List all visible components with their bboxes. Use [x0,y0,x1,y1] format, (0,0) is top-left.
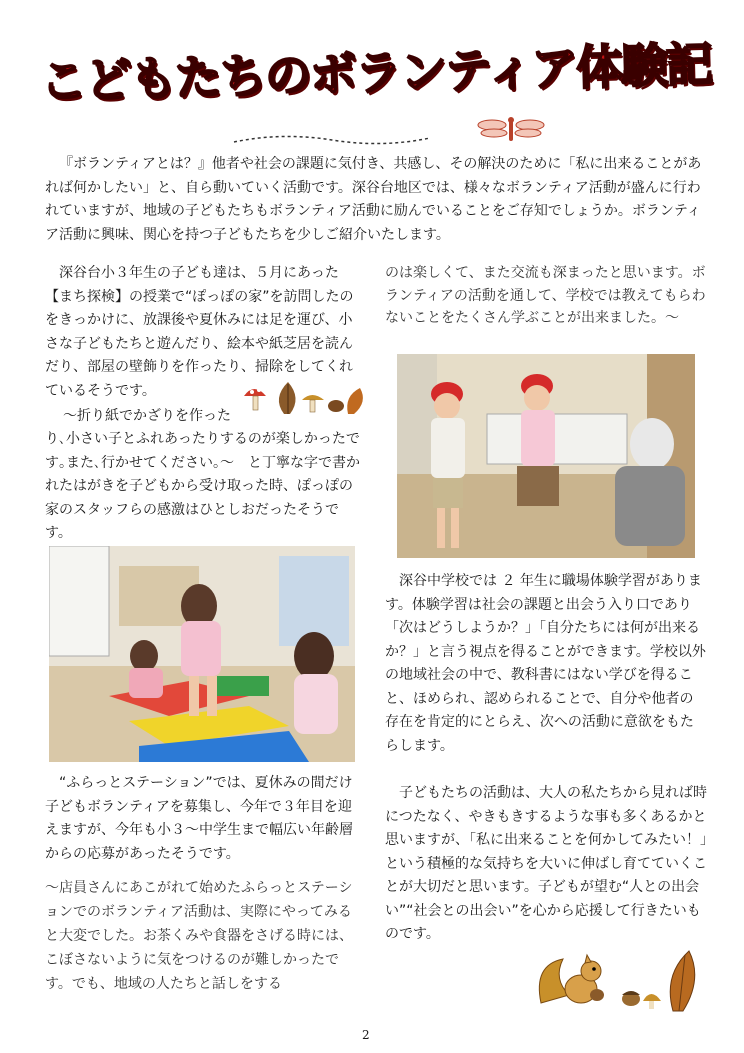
closing-paragraph: 子どもたちの活動は、大人の私たちから見れば時につたなく、やきもきするような事も多くあるかと思いますが、「私に出来ることを何かしてみたい！」という積極的な気持ちを大いに伸ばし育てていくことが大切だと思います。子どもが望む“人との出会い”“社会との出会い”を心から応援して行きたいものです。 [385,785,707,942]
children-playing-photo [49,546,355,762]
chugakko-paragraph: 深谷中学校では ２ 年生に職場体験学習があります。体験学習は社会の課題と出会う入り口であり「次はどうしようか？」「自分たちには何が出来るか？」と言う視点を得ることができます。学校以外の地域社会の中で、教科書にはない学びを得ること、ほめられ、認められることで、自分や他者の存在を肯定的にとらえ、次への活動に意欲をもたらします。 [385,573,706,754]
furatto-station-paragraph: “ふらっとステーション”では、夏休みの間だけ子どもボランティアを募集し、今年で３年目を迎えますが、今年も小３～中学生まで幅広い年齢層からの応募があったそうです。 [45,775,353,862]
title-divider [232,130,432,150]
intro-paragraph: 『ボランティアとは？』他者や社会の課題に気付き、共感し、その解決のために「私に出来ることがあれば何かしたい」と、自ら動いていく活動です。深谷台地区では、様々なボランティア活動が盛んに行われていますが、地域の子どもたちもボランティア活動に励んでいることをご存知でしょうか。ボランティア活動に興味、関心を持つ子どもたちを少しご紹介いたします。 [45,156,702,243]
furatto-quote: ～店員さんにあこがれて始めたふらっとステーションでのボランティア活動は、実際にやってみると大変でした。お茶くみや食器をさげる時には、こぼさないように気をつけるのが難しかったです。でも、地域の人たちと話しをする [45,880,353,992]
shogakko-paragraph: 深谷台小３年生の子ども達は、５月にあった【まち探検】の授業で“ぽっぽの家”を訪問したのをきっかけに、放課後や夏休みには足を運び、小さな子どもたちと遊んだり、絵本や紙芝居を読んだり、部屋の壁飾りを作ったり、掃除をしてくれているそうです。 [45,265,354,399]
furatto-quote-continued: のは楽しくて、また交流も深まったと思います。ボランティアの活動を通して、学校では教えてもらわないことをたくさん学ぶことが出来ました。～ [385,265,706,326]
squirrel-acorn-decoration-icon [533,945,703,1015]
quote-postcard-rest: り､小さい子とふれあったりするのが楽しかったです｡また､行かせてください｡～ と丁寧な字で書かれたはがきを子どもから受け取った時、ぽっぽの家のスタッフらの感激はひとしおだったそうです。 [45,431,360,541]
quote-postcard-start: ～折り紙でかざりを作った [63,408,231,424]
dragonfly-icon [472,113,552,143]
page-title-text: こどもたちのボランティア体験記 [39,37,712,110]
page-number: 2 [362,1028,370,1042]
workplace-experience-photo [397,354,695,558]
mushroom-leaf-decoration-icon [240,378,375,418]
